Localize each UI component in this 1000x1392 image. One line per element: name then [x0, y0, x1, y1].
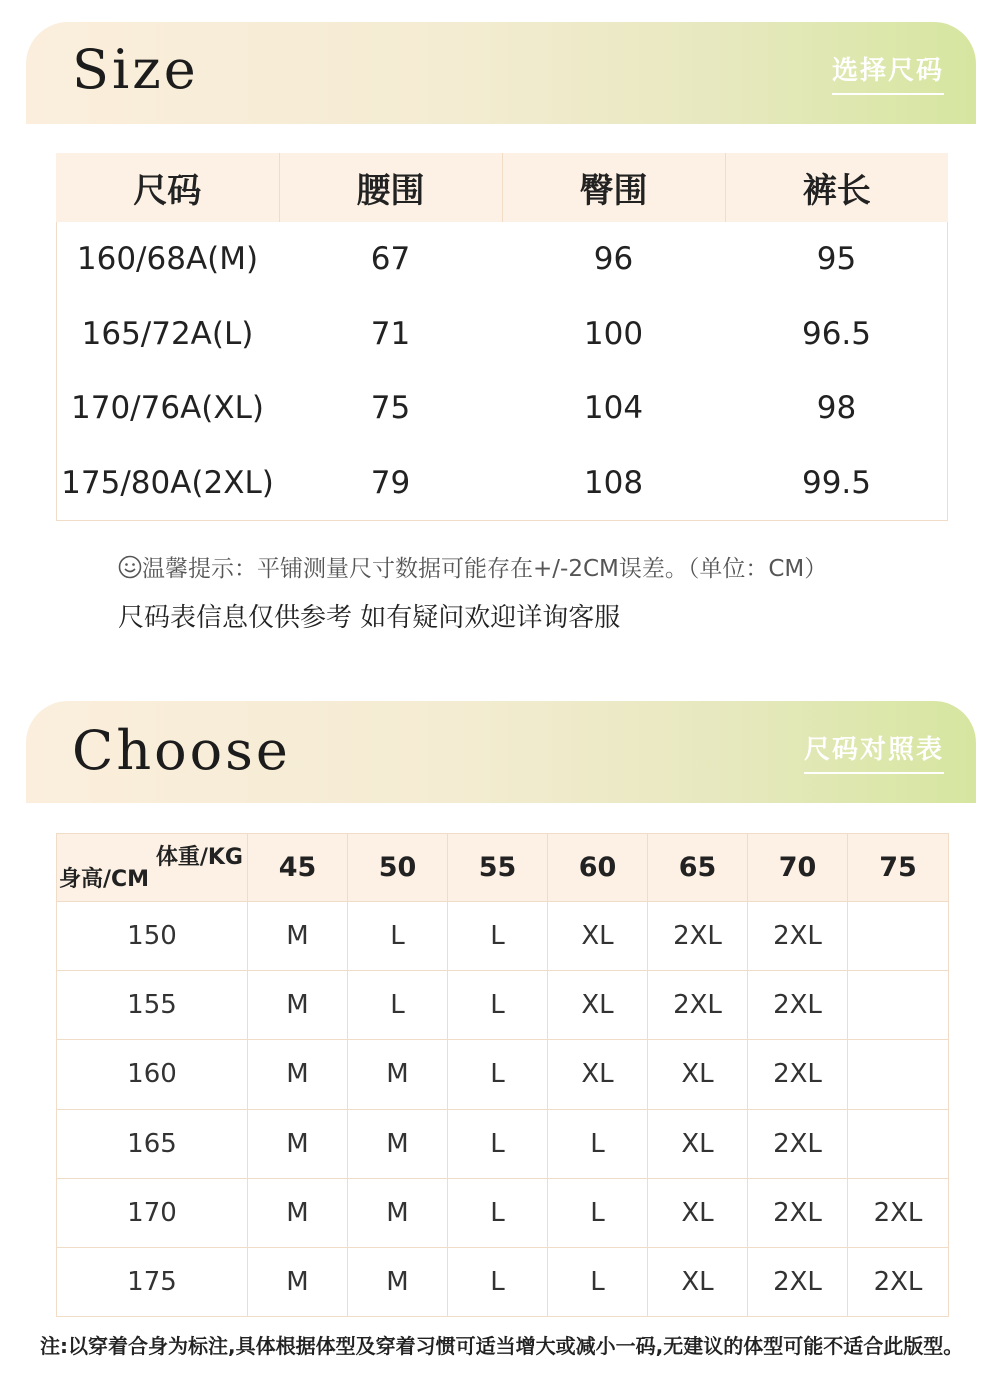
- corner-header: [57, 834, 248, 902]
- measurement-tip: [118, 550, 827, 585]
- height-cell: 150: [57, 902, 248, 971]
- weight-header: 60: [548, 834, 648, 902]
- recommended-size-cell: [848, 1109, 949, 1178]
- table-row: [57, 1040, 949, 1109]
- recommended-size-cell: 2XL: [748, 1247, 848, 1316]
- hip-cell: 96: [593, 241, 634, 278]
- waist-cell: 75: [370, 390, 411, 427]
- choose-banner: [26, 701, 976, 803]
- reference-note: 尺码表信息仅供参考 如有疑问欢迎详询客服: [118, 603, 621, 633]
- table-row: [56, 222, 948, 297]
- size-recommendation-table: [56, 833, 949, 1317]
- length-cell: 99.5: [801, 464, 872, 501]
- recommended-size-cell: [848, 902, 949, 971]
- height-cell: 155: [57, 971, 248, 1040]
- recommended-size-cell: [848, 971, 949, 1040]
- recommended-size-cell: L: [448, 1178, 548, 1247]
- recommended-size-cell: M: [348, 1109, 448, 1178]
- header-size: 尺码: [56, 153, 279, 222]
- recommended-size-cell: L: [548, 1178, 648, 1247]
- recommended-size-cell: XL: [548, 1040, 648, 1109]
- size-banner: [26, 22, 976, 124]
- size-table: [56, 153, 948, 520]
- size-cell: 175/80A(2XL): [61, 464, 274, 501]
- recommended-size-cell: M: [348, 1178, 448, 1247]
- weight-header: 65: [648, 834, 748, 902]
- weight-header: 45: [248, 834, 348, 902]
- table-row: [57, 1247, 949, 1316]
- height-cell: 160: [57, 1040, 248, 1109]
- table-row: [57, 1178, 949, 1247]
- select-size-link[interactable]: 选择尺码: [832, 50, 944, 95]
- recommended-size-cell: M: [248, 1178, 348, 1247]
- length-cell: 98: [816, 390, 857, 427]
- recommended-size-cell: 2XL: [648, 902, 748, 971]
- table-row: [57, 1109, 949, 1178]
- recommended-size-cell: L: [548, 1247, 648, 1316]
- recommended-size-cell: 2XL: [748, 971, 848, 1040]
- recommended-size-cell: 2XL: [748, 1040, 848, 1109]
- smile-icon: [118, 555, 142, 585]
- recommended-size-cell: [848, 1040, 949, 1109]
- weight-header: 75: [848, 834, 949, 902]
- hip-cell: 104: [583, 390, 644, 427]
- weight-axis-label: 体重/KG: [155, 845, 243, 870]
- height-cell: 165: [57, 1109, 248, 1178]
- waist-cell: 67: [370, 241, 411, 278]
- table-row: [56, 371, 948, 446]
- weight-header: 55: [448, 834, 548, 902]
- recommended-size-cell: M: [348, 1247, 448, 1316]
- waist-cell: 79: [370, 464, 411, 501]
- recommended-size-cell: L: [448, 1040, 548, 1109]
- recommended-size-cell: XL: [548, 902, 648, 971]
- size-table-header: [56, 153, 948, 222]
- recommended-size-cell: L: [548, 1109, 648, 1178]
- header-waist: 腰围: [279, 153, 502, 222]
- recommended-size-cell: L: [448, 1247, 548, 1316]
- recommended-size-cell: XL: [648, 1040, 748, 1109]
- recommended-size-cell: 2XL: [848, 1178, 949, 1247]
- recommended-size-cell: 2XL: [648, 971, 748, 1040]
- recommended-size-cell: M: [248, 1040, 348, 1109]
- recommended-size-cell: L: [348, 971, 448, 1040]
- recommended-size-cell: M: [348, 1040, 448, 1109]
- recommended-size-cell: XL: [648, 1109, 748, 1178]
- recommended-size-cell: L: [448, 902, 548, 971]
- recommended-size-cell: XL: [648, 1247, 748, 1316]
- recommended-size-cell: 2XL: [748, 902, 848, 971]
- recommended-size-cell: XL: [548, 971, 648, 1040]
- table-row: [56, 297, 948, 372]
- recommended-size-cell: XL: [648, 1178, 748, 1247]
- height-cell: 170: [57, 1178, 248, 1247]
- fit-note: 注:以穿着合身为标注,具体根据体型及穿着习惯可适当增大或减小一码,无建议的体型可能不适合此版型。: [40, 1334, 964, 1358]
- weight-header: 50: [348, 834, 448, 902]
- length-cell: 95: [816, 241, 857, 278]
- recommended-size-cell: M: [248, 971, 348, 1040]
- size-cell: 170/76A(XL): [71, 390, 264, 427]
- recommended-size-cell: L: [448, 1109, 548, 1178]
- tip-text: 温馨提示：平铺测量尺寸数据可能存在+/-2CM误差。（单位：CM）: [142, 556, 828, 582]
- recommended-size-cell: M: [248, 902, 348, 971]
- size-title: Size: [72, 38, 199, 101]
- recommended-size-cell: L: [348, 902, 448, 971]
- recommended-size-cell: L: [448, 971, 548, 1040]
- waist-cell: 71: [370, 315, 411, 352]
- table-row: [57, 971, 949, 1040]
- table-row: [57, 902, 949, 971]
- size-cell: 160/68A(M): [76, 241, 259, 278]
- weight-header: 70: [748, 834, 848, 902]
- header-hip: 臀围: [502, 153, 725, 222]
- recommended-size-cell: 2XL: [748, 1109, 848, 1178]
- size-cell: 165/72A(L): [81, 315, 254, 352]
- weight-header-row: [57, 834, 949, 902]
- hip-cell: 108: [583, 464, 644, 501]
- recommended-size-cell: M: [248, 1109, 348, 1178]
- recommended-size-cell: 2XL: [848, 1247, 949, 1316]
- table-row: [56, 446, 948, 521]
- hip-cell: 100: [583, 315, 644, 352]
- recommended-size-cell: 2XL: [748, 1178, 848, 1247]
- recommended-size-cell: M: [248, 1247, 348, 1316]
- height-axis-label: 身高/CM: [59, 867, 150, 892]
- size-chart-link[interactable]: 尺码对照表: [804, 729, 944, 774]
- header-length: 裤长: [725, 153, 948, 222]
- choose-title: Choose: [72, 719, 291, 782]
- length-cell: 96.5: [801, 315, 872, 352]
- height-cell: 175: [57, 1247, 248, 1316]
